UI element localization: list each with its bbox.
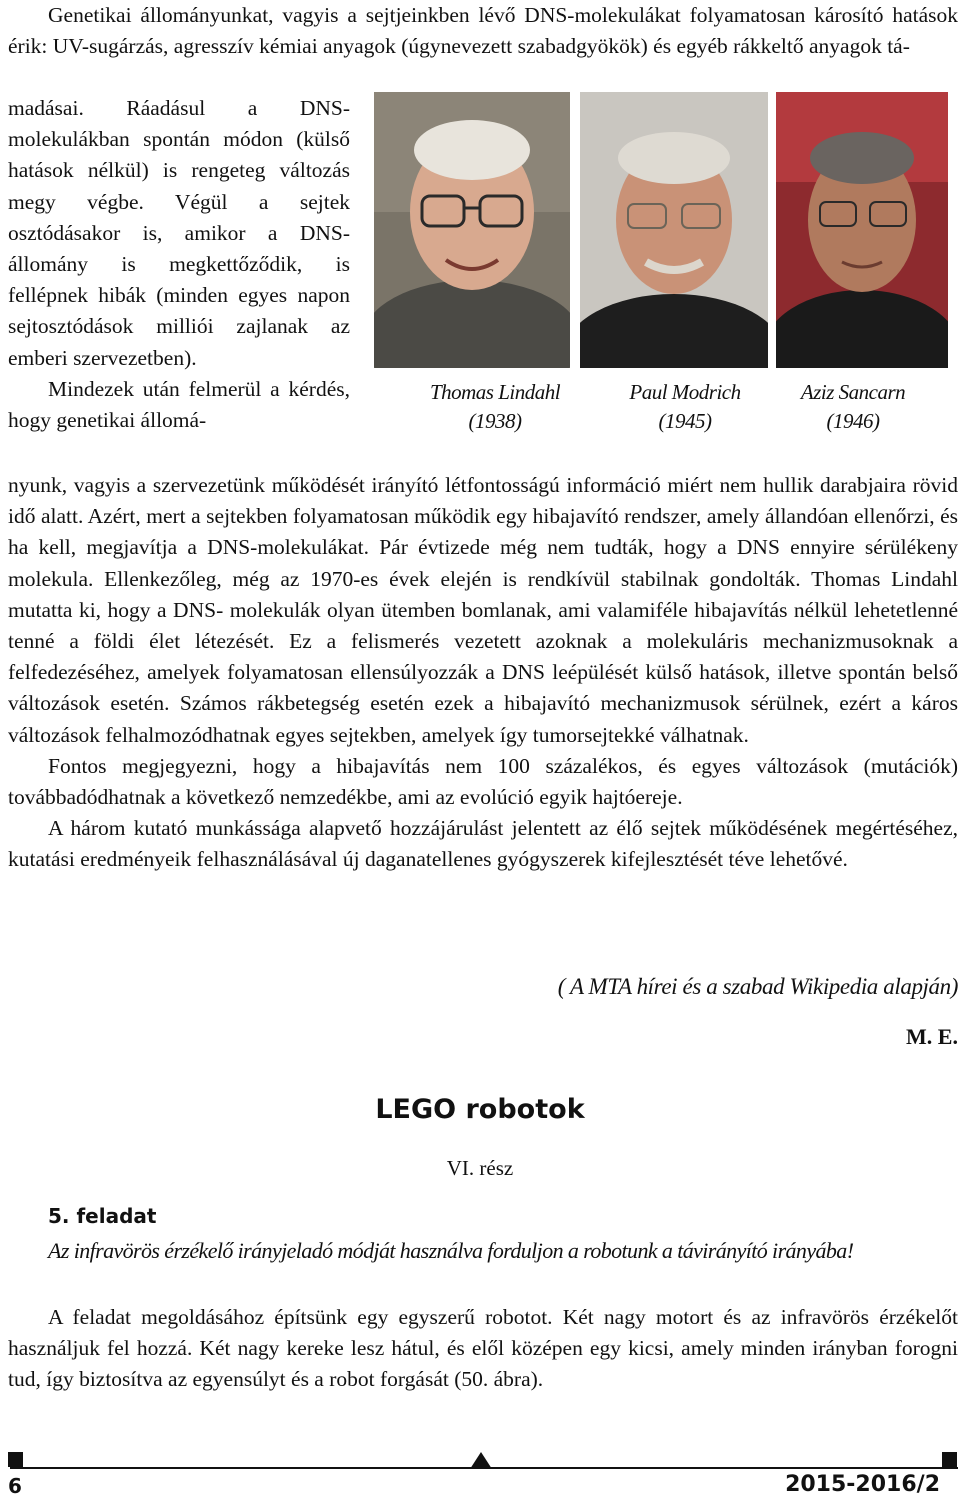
task-body — [8, 1302, 958, 1396]
caption-years: (1946) — [826, 409, 880, 433]
caption-sancar — [758, 378, 948, 436]
question-paragraph-start: Mindezek után felmerül a kérdés, hogy genetikai állomá- — [8, 376, 350, 433]
issue-number: 2015-2016/2 — [785, 1472, 940, 1497]
main-paragraph-2: Fontos megjegyezni, hogy a hibajavítás nem 100 százalékos, és egyes változások (mutációk) továbbadódhatnak a következő nemzedékbe, ami az evolúció egyik hajtóereje. — [8, 753, 958, 810]
footer-square-right — [942, 1452, 957, 1467]
section-title: LEGO robotok — [375, 1094, 585, 1125]
caption-modrich — [590, 378, 780, 436]
caption-name: Paul Modrich — [629, 380, 741, 404]
footer-square-left — [8, 1452, 23, 1467]
source-note: ( A MTA hírei és a szabad Wikipedia alapján) — [557, 974, 958, 999]
intro-top-text — [8, 0, 958, 62]
intro-paragraph-wrap: madásai. Ráadásul a DNS-molekulákban spontán módon (külső hatások nélkül) is rengeteg változás megy végbe. Végül a sejtek osztódásakor is, amikor a DNS-állomány is megkettőződik, is fellépnek hibák (minden egyes napon sejtosztódások milliói zajlanak az emberi szervezetben). — [8, 96, 350, 370]
portrait-aziz-sancar — [776, 92, 948, 368]
intro-paragraph-start: Genetikai állományunkat, vagyis a sejtjeinkben lévő DNS-molekulákat folyamatosan károsító hatások érik: UV-sugárzás, agresszív kémiai anyagok (úgynevezett szabadgyökök) és egyéb rákkeltő anyagok tá- — [8, 3, 958, 59]
footer-rule — [10, 1467, 958, 1469]
main-text — [8, 470, 958, 876]
section-subtitle: VI. rész — [446, 1156, 514, 1180]
author-initials: M. E. — [906, 1024, 958, 1049]
task-body-paragraph: A feladat megoldásához építsünk egy egyszerű robotot. Két nagy motort és az infravörös érzékelőt használjuk fel hozzá. Két nagy kereke lesz hátul, és elől középen egy kicsi, amely minden irányban forogni tud, így biztosítva az egyensúlyt és a robot forgását (50. ábra). — [8, 1305, 958, 1392]
caption-name: Aziz Sancarn — [800, 380, 906, 404]
portrait-thomas-lindahl — [374, 92, 570, 368]
task-instruction: Az infravörös érzékelő irányjeladó módját használva forduljon a robotunk a távirányító irányába! — [48, 1238, 854, 1263]
caption-years: (1938) — [468, 409, 522, 433]
main-paragraph-1: nyunk, vagyis a szervezetünk működését irányító létfontosságú információ miért nem hullik darabjaira rövid idő alatt. Azért, mert a sejtekben folyamatosan működik egy hibajavító rendszer, amely állandóan ellenőrzi, és ha kell, megjavítja a DNS-molekulákat. Pár évtizede még nem tudták, hogy a DNS ennyire sérülékeny molekula. Ellenkezőleg, még az 1970-es évek elején is rendkívül stabilnak gondolták. Thomas Lindahl mutatta ki, hogy a DNS- molekulák olyan ütemben bomlanak, ami valamiféle hibajavítás nélkül lehetetlenné tenné a földi élet létezését. Ez a felismerés vezetett azoknak a molekuláris mechanizmusoknak a felfedezéséhez, amelyek folyamatosan ellensúlyozzák a DNS leépülését külső hatások, illetve spontán belső változások esetén. Számos rákbetegség esetén ezek a hibajavító mechanizmusok sérülnek, ezért a káros változások felhalmozódhatnak egyes sejtekben, amelyek így tumorsejtekké válhatnak. — [8, 473, 958, 747]
caption-years: (1945) — [658, 409, 712, 433]
main-paragraph-3: A három kutató munkássága alapvető hozzájárulást jelentett az élő sejtek működésének megértéséhez, kutatási eredményeik felhasználásával új daganatellenes gyógyszerek kifejlesztését téve lehetővé. — [8, 816, 958, 872]
intro-wrapped-text — [8, 93, 350, 436]
caption-name: Thomas Lindahl — [429, 380, 561, 404]
portrait-paul-modrich — [580, 92, 768, 368]
caption-lindahl — [400, 378, 590, 436]
task-heading: 5. feladat — [48, 1204, 157, 1228]
page-number: 6 — [8, 1474, 22, 1498]
